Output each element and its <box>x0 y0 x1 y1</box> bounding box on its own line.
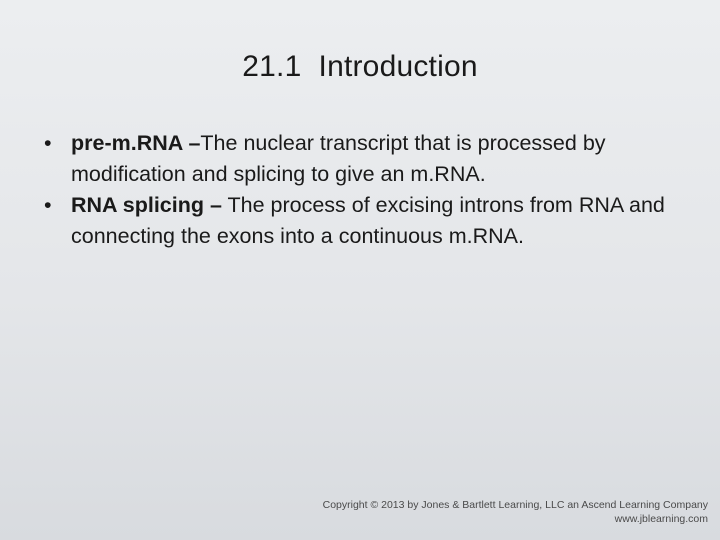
bullet-item-pre-mrna <box>44 128 684 190</box>
bullet-marker: • <box>44 131 52 155</box>
bullet-term: RNA splicing – <box>71 193 222 217</box>
bullet-term: pre-m.RNA – <box>71 131 201 155</box>
bullet-text: The nuclear transcript that is processed by modification and splicing to give an m.RNA. <box>71 131 606 186</box>
copyright-notice: Copyright © 2013 by Jones & Bartlett Learning, LLC an Ascend Learning Company <box>322 499 708 511</box>
copyright-footer <box>323 498 708 526</box>
bullet-list <box>44 128 684 252</box>
bullet-text: The process of excising introns from RNA and connecting the exons into a continuous m.RNA. <box>71 193 665 248</box>
slide-title: 21.1 Introduction <box>242 50 478 83</box>
bullet-item-rna-splicing <box>44 190 684 252</box>
publisher-website: www.jblearning.com <box>614 513 708 525</box>
bullet-marker: • <box>44 193 52 217</box>
